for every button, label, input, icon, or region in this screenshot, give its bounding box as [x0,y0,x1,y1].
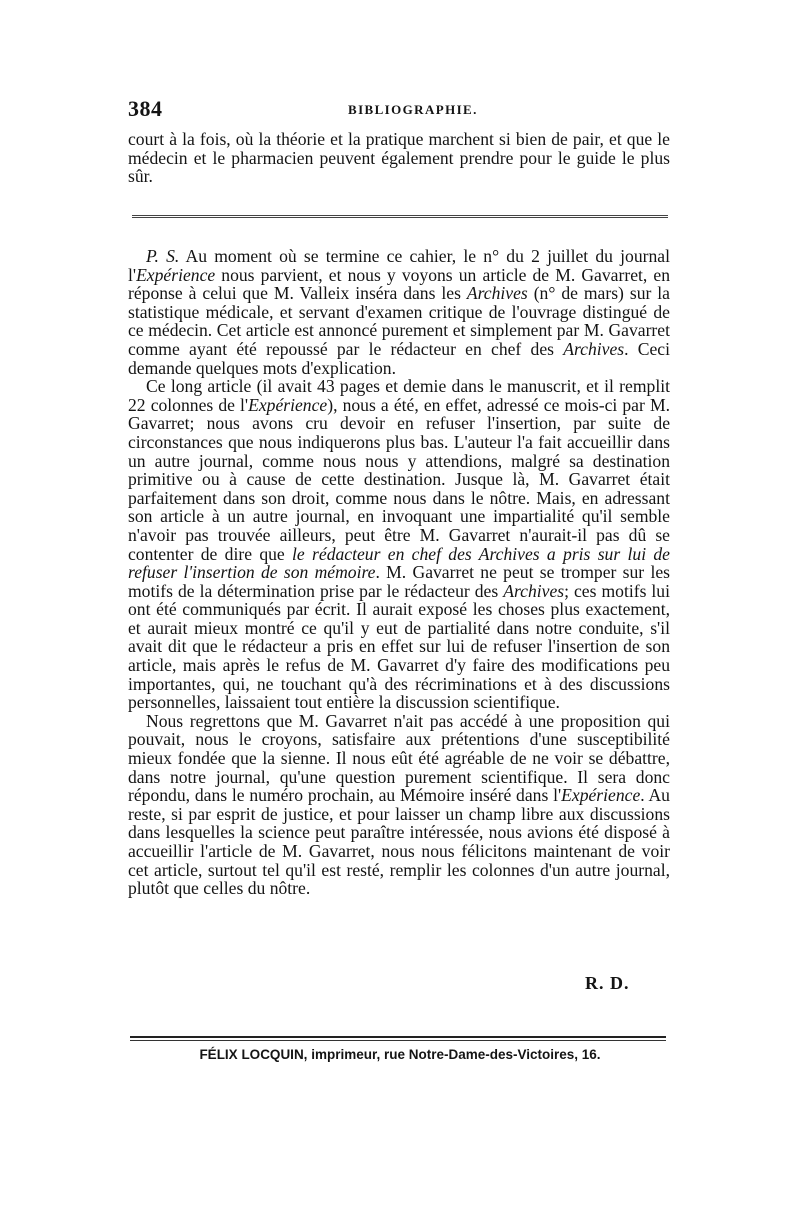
text-run: Ce long article (il avait 43 pages et demie dans le manuscrit, et il remplit 22 colonnes de l' [128,376,670,415]
page-number: 384 [128,96,163,121]
text-run: . Au reste, si par esprit de justice, et pour laisser un champ libre aux discussions dans lesquelles la science peut paraître intéressée, nous avions été disposé à accueillir l'article de M. Gavarret, nous nous félicitons maintenant de voir cet article, surtout tel qu'il est resté, remplir les colonnes d'un autre journal, plutôt que celles du nôtre. [128,785,670,899]
postscript-paragraph-3 [128,712,670,898]
signature-initials: R. D. [585,973,630,993]
page-header [128,96,668,120]
journal-title-experience: Expérience [136,264,216,285]
journal-title-archives: Archives [466,283,528,304]
section-divider [132,215,668,218]
postscript-block [128,247,670,898]
text-run: ), nous a été, en effet, adressé ce mois-ci par M. Gavarret; nous avons cru devoir en refuser l'insertion, par suite de circonstances que nous indiquerons plus bas. L'auteur l'a fait accueillir dans un autre journal, comme nous nous y attendions, malgré sa destination primitive ou à cause de cette destination. Jusque là, M. Gavarret était parfaitement dans son droit, comme nous dans le nôtre. Mais, en adressant son article à un autre journal, en invoquant une impartialité qu'il semble n'avoir pas trouvée ailleurs, peut être M. Gavarret n'aurait-il pas dû se contenter de dire que [128,394,670,564]
text-run: . M. Gavarret ne peut se tromper sur les motifs de la détermination prise par le rédacteur des [128,562,670,601]
printer-imprint: FÉLIX LOCQUIN, imprimeur, rue Notre-Dame-des-Victoires, 16. [199,1047,601,1062]
journal-title-experience: Expérience [248,394,328,415]
quoted-italic-phrase: le rédacteur en chef des Archives a pris sur lui de refuser l'insertion de son mémoire [128,543,670,583]
postscript-paragraph-1 [128,247,670,377]
footer-rule-thick [130,1036,666,1038]
text-run: Au moment où se termine ce cahier, le n° du 2 juillet du journal l' [128,246,670,285]
text-run: (n° de mars) sur la statistique médicale, et servant d'examen critique de l'ouvrage distingué de ce médecin. Cet article est annoncé purement et simplement par M. Gavarret comme ayant été repoussé par le rédacteur en chef des [128,283,670,359]
text-run: Nous regrettons que M. Gavarret n'ait pas accédé à une proposition qui pouvait, nous le croyons, satisfaire aux prétentions d'une susceptibilité mieux fondée que la sienne. Il nous eût été agréable de ne voir se débattre, dans notre journal, qu'une question purement scientifique. Il sera donc répondu, dans le numéro prochain, au Mémoire inséré dans l' [128,710,670,806]
running-title: BIBLIOGRAPHIE. [348,102,478,117]
continued-paragraph-block [128,130,670,186]
text-run: nous parvient, et nous y voyons un article de M. Gavarret, en réponse à celui que M. Valleix inséra dans les [128,264,670,304]
text-run: ; ces motifs lui ont été communiqués par écrit. Il aurait exposé les choses plus exactement, et aurait mieux montré ce qu'il y eut de partialité dans notre conduite, s'il avait dit que le rédacteur a pris en effet sur lui de refuser l'insertion de son article, mais après le refus de M. Gavarret d'y faire des modifications peu importantes, qui, ne touchant qu'à des récriminations et à des discussions personnelles, laissaient tout entière la discussion scientifique. [128,580,670,713]
text-run: . Ceci demande quelques mots d'explication. [128,338,670,378]
journal-title-experience: Expérience [561,785,641,806]
postscript-paragraph-2 [128,377,670,712]
journal-title-archives: Archives [503,580,565,601]
postscript-label: P. S. [146,246,180,266]
journal-title-archives: Archives [563,338,625,359]
continued-paragraph: court à la fois, où la théorie et la pratique marchent si bien de pair, et que le médecin et le pharmacien peuvent également prendre pour le guide le plus sûr. [128,129,670,187]
footer-rule-thin [130,1040,666,1041]
